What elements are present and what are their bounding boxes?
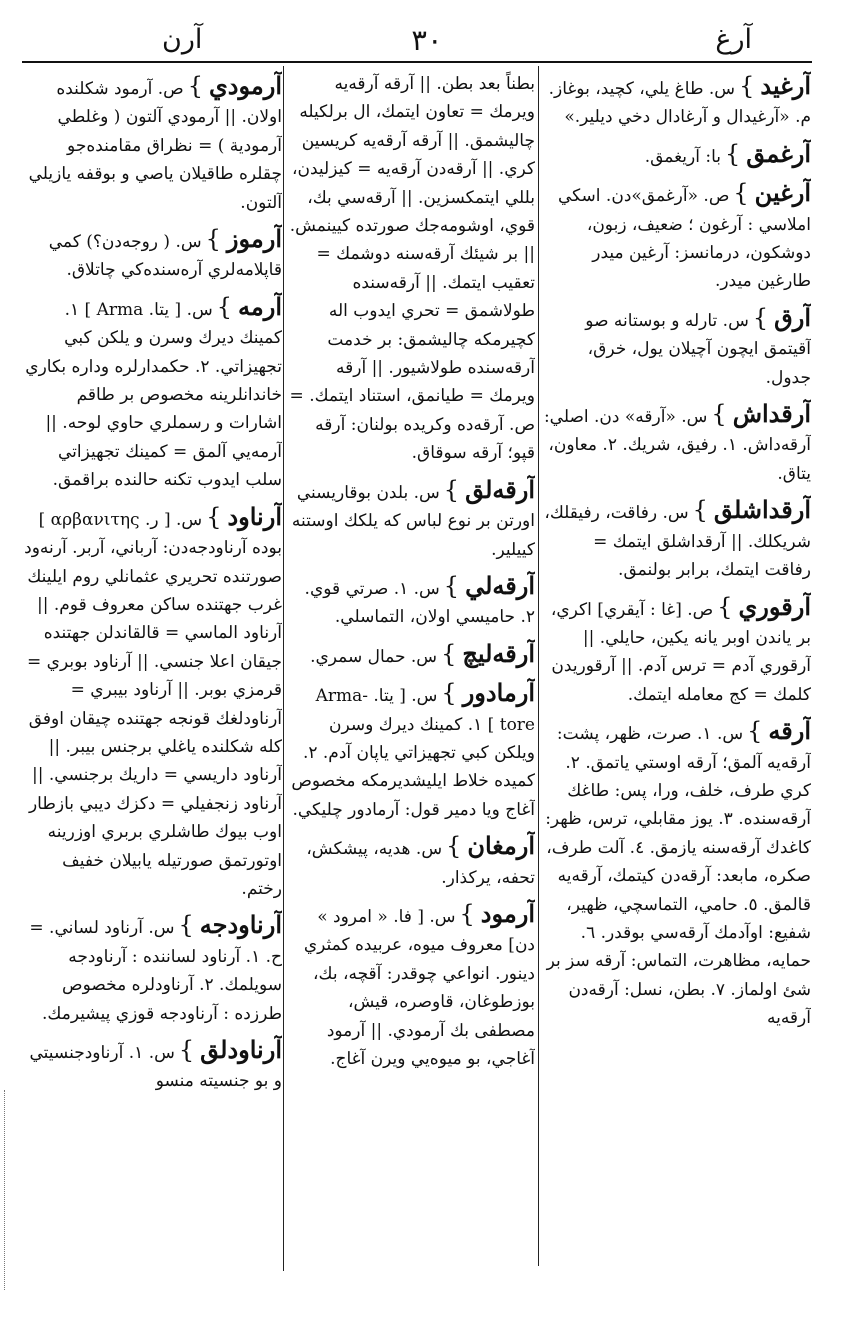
brace-glyph: } xyxy=(446,832,462,861)
dictionary-entry xyxy=(543,138,811,171)
entry-headword: آرغين xyxy=(754,178,811,208)
entry-headword: آرمغان xyxy=(467,831,535,861)
brace-glyph: } xyxy=(752,303,769,332)
entry-definition: س. «آرقه» دن. اصلي: آرقه‌داش. ١. رفيق، شريك. ٢. معاون، يتاق. xyxy=(543,407,811,484)
dictionary-entry xyxy=(543,715,811,1032)
entry-headword: آرناودلق xyxy=(200,1035,282,1064)
brace-glyph: } xyxy=(725,139,741,168)
header-rule xyxy=(22,61,812,63)
entry-definition: با: آريغمق. xyxy=(644,146,722,167)
brace-glyph: } xyxy=(178,1036,195,1064)
entry-definition: س. تارله و بوستانه صو آقيتمق ايچون آچيلان يول، خرق، جدول. xyxy=(585,310,811,388)
entry-definition: ص. [غا : آيقري] اكري، بر ياندن اوبر يانه يكين، حايلي. || آرقوري آدم = ترس آدم. || آرقوريدن كلمك = كج معامله ايتمك. xyxy=(550,599,811,705)
brace-glyph: } xyxy=(216,292,233,321)
brace-glyph: } xyxy=(441,639,457,668)
middle-column xyxy=(287,70,535,1230)
entry-definition: س. [ فا. « امرود » دن] معروف ميوه، عربيده كمثري دينور. انواعي چوقدر: آقچه، بك، بوزطوغان، قاوصره، قيش، مصطفى بك آرمودي. || آرمود آغاجي، بو ميوه‌يي ويرن آغاج. xyxy=(303,906,535,1069)
entry-headword: آرغيد xyxy=(760,71,811,100)
entry-definition: س. رفاقت، رفيقلك، شريكلك. || آرقداشلق ايتمك = رفاقت ايتمك، برابر بولنمق. xyxy=(544,503,811,581)
brace-glyph: } xyxy=(733,179,749,208)
entry-headword: آرمه xyxy=(238,291,282,321)
entry-headword: آرقه xyxy=(768,716,811,746)
entry-definition: س. [ ر. αρβανιτης ] بوده آرناودجه‌دن: آرباني، آربر. آرنه‌ود صورتنده تحريري عثمانلي روم ايلينك غرب جهتنده ساكن معروف قوم. || آرناود الماسي = قالقاندلن جهتنده جيقان اعلا جنسي. || آرناود بوبري = قرمزي بوبر. || آرناود بيبري = آرناودلغك قونجه جهتنده چيقان اوفق كله شكلنده ياغلي برجنس بيبر. || آرناود داريسي = داريك برجنسي. || آرناود زنجفيلي = دكزك ديبي بازطار اوب بيوك طاشلري بربري اوزرينه اوتورتمق صورتيله يابيلان خفيف رختم. xyxy=(24,509,282,899)
entry-headword: آرقه‌لق xyxy=(465,474,535,504)
dictionary-entry xyxy=(543,70,811,132)
entry-definition: س. طاغ يلي، كچيد، بوغاز. م. «آرغيدال و آرغادال دخي ديلير.» xyxy=(548,79,811,128)
entry-definition: س. آرناود لساني. = ح. ١. آرناود لساننده : آرناودجه سويلمك. ٢. آرناودلره مخصوص طرزده : آرناودجه قوزي پيشيرمك. xyxy=(29,918,282,1024)
header-guide-word-left: آرن xyxy=(162,24,203,55)
brace-glyph: } xyxy=(459,899,475,928)
dictionary-entry xyxy=(287,830,535,892)
entry-definition: س. [ يتا. Arma ] ١. كمينك ديرك وسرن و يلكن كبي تجهيزاتي. ٢. حكمدارلره وداره بكاري خاندانلرينه مخصوص بر طاقم اشارات و رسملري حاوي لوحه. || آرمه‌يي آلمق = كمينك تجهيزاتي سلب ايدوب تكنه حالنده براقمق. xyxy=(25,299,282,491)
dictionary-entry xyxy=(287,898,535,1073)
entry-headword: آرقه‌لي xyxy=(465,570,535,600)
entry-headword: آرناود xyxy=(227,501,282,531)
entry-headword: آرقداش xyxy=(732,399,811,429)
brace-glyph: } xyxy=(747,717,763,746)
brace-glyph: } xyxy=(443,571,460,600)
entry-headword: آرمادور xyxy=(462,678,535,708)
dictionary-entry xyxy=(24,909,282,1028)
dictionary-entry xyxy=(543,494,811,584)
entry-headword: آرقه‌ليچ xyxy=(462,638,535,668)
dictionary-entry xyxy=(287,638,535,671)
brace-glyph: } xyxy=(206,502,222,531)
dictionary-entry xyxy=(24,70,282,217)
dictionary-entry xyxy=(287,570,535,632)
entry-definition: س. حمال سمري. xyxy=(310,646,438,667)
entry-definition: س. هديه، پيشكش، تحفه، يركذار. xyxy=(306,839,535,888)
column-divider-left xyxy=(283,66,284,1271)
brace-glyph: } xyxy=(441,679,457,708)
dictionary-entry xyxy=(543,591,811,710)
dictionary-entry xyxy=(287,70,535,468)
dictionary-entry xyxy=(24,501,282,904)
entry-headword: آرقداشلق xyxy=(713,495,811,525)
header-guide-word-right: آرغ xyxy=(715,24,752,55)
entry-headword: آرمودي xyxy=(209,71,282,100)
entry-definition: س. بلدن بوقاريسني اورتن بر نوع لباس كه يلكك اوستنه كييلير. xyxy=(291,482,535,560)
right-column xyxy=(543,70,811,1270)
entry-definition: س. ١. صرت، ظهر، پشت: آرقه‌يه آلمق؛ آرقه اوستي ياتمق. ٢. كري طرف، خلف، ورا، پس: طاغك آرقه‌سنده. ٣. يوز مقابلي، ترس، ظهر: كاغدك آرقه‌سنه يازمق. ٤. آلت طرف، صكره، مابعد: آرقه‌دن كيتمك، آرقه‌يه قالمق. ٥. حامي، التماسچي، ظهير، شفيع: اوآدمك آرقه‌سي بوقدر. ٦. حمايه، مظاهرت، التماس: آرقه سز بر شئ اولماز. ٧. بطن، نسل: آرقه‌دن آرقه‌يه xyxy=(545,724,811,1029)
left-column xyxy=(24,70,282,1275)
entry-definition: ص. «آرغمق»دن. اسكي املاسي : آرغون ؛ ضعيف، زبون، دوشكون، درمانسز: آرغين ميدر طارغين ميدر. xyxy=(558,186,811,292)
brace-glyph: } xyxy=(717,592,733,621)
dictionary-entry xyxy=(287,677,535,824)
entry-headword: آرموز xyxy=(226,224,282,254)
brace-glyph: } xyxy=(178,911,194,940)
dictionary-entry xyxy=(24,1034,282,1096)
page-edge-mark xyxy=(4,1090,5,1290)
brace-glyph: } xyxy=(187,72,204,100)
dictionary-entry xyxy=(543,398,811,488)
entry-headword: آرمود xyxy=(480,898,535,928)
brace-glyph: } xyxy=(739,72,755,100)
entry-definition: س. ١. آرناودجنسيتي و بو جنسيته منسو xyxy=(29,1043,282,1092)
brace-glyph: } xyxy=(443,475,460,504)
entry-headword: آرقوري xyxy=(738,591,811,621)
entry-headword: آرناودجه xyxy=(199,910,282,940)
page-header xyxy=(22,20,812,60)
dictionary-entry xyxy=(24,223,282,285)
brace-glyph: } xyxy=(692,496,708,525)
dictionary-entry xyxy=(543,302,811,392)
entry-definition: س. [ يتا. Arma- tore ] ١. كمينك ديرك وسرن ويلكن كبي تجهيزاتي ياپان آدم. ٢. كميده خلاط ايليشديرمكه مخصوص آغاج ويا دمير قول: آرمادور چليكي. xyxy=(291,686,535,820)
column-divider-right xyxy=(538,66,539,1266)
page-number: ٣٠ xyxy=(411,23,443,57)
entry-headword: آرغمق xyxy=(746,138,811,168)
entry-headword: آرق xyxy=(774,302,811,332)
dictionary-entry xyxy=(543,177,811,296)
entry-definition: ص. آرمود شكلنده اولان. || آرمودي آلتون ( وغلطي آرمودية ) = نظراق مقامنده‌جو چقلره طاقيلان ياصي و بوقفه يازيلي آلتون. xyxy=(28,79,282,213)
dictionary-entry xyxy=(24,291,282,495)
brace-glyph: } xyxy=(205,225,221,254)
entry-definition: س. ( روجه‌دن؟) كمي قاپلامه‌لري آره‌سنده‌كي چاتلاق. xyxy=(48,232,282,281)
entry-definition: بطناً بعد بطن. || آرقه آرقه‌يه ويرمك = تعاون ايتمك، ال برلكيله چاليشمق. || آرقه آرقه‌يه كريسين كري. || آرقه‌دن آرقه‌يه = كيزليدن، بللي ايتمكسزين. || آرقه‌سي بك، قوي، اوشومه‌جك صورتده كيينمش. || بر شيئك آرقه‌سنه دوشمك = تعقيب ايتمك. || آرقه‌سنده طولاشمق = تحري ايدوب اله كچيرمكه چاليشمق: بر خدمت آرقه‌سنده طولاشيور. || آرقه ويرمك = طيانمق، استناد ايتمك. = ص. آرقه‌ده وكريده بولنان: آرقه قپو؛ آرقه سوقاق. xyxy=(289,74,535,464)
entry-definition: س. ١. صرتي قوي. ٢. حاميسي اولان، التماسلي. xyxy=(304,578,535,628)
brace-glyph: } xyxy=(711,400,727,429)
dictionary-entry xyxy=(287,474,535,564)
